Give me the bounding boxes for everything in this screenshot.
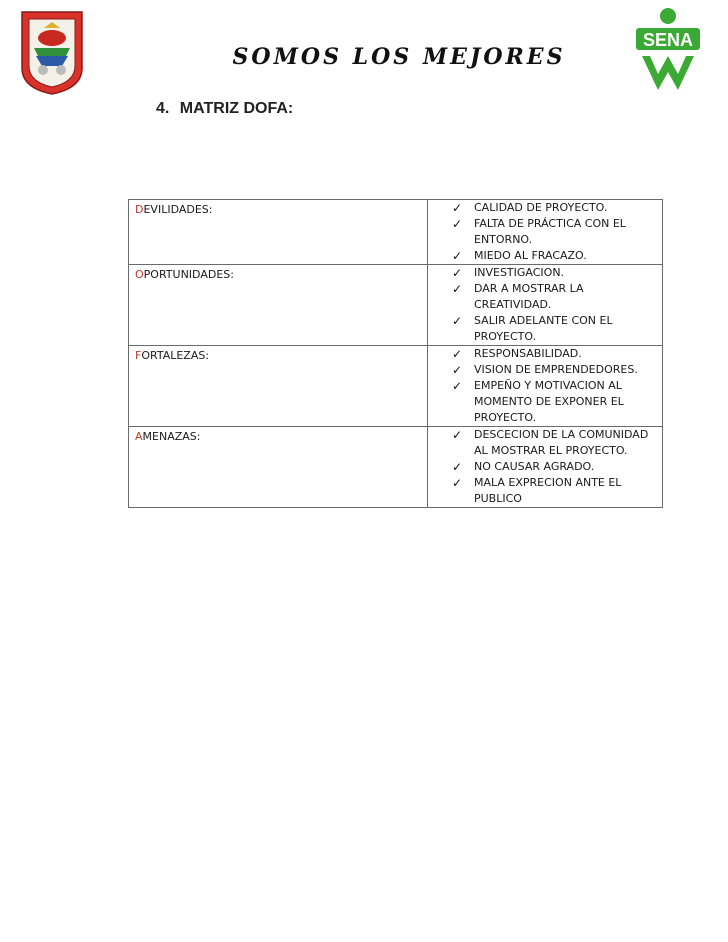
list-item-text: RESPONSABILIDAD. <box>474 347 582 360</box>
list-item-text: DAR A MOSTRAR LA CREATIVIDAD. <box>474 282 584 311</box>
list-item-text: INVESTIGACION. <box>474 266 565 279</box>
dofa-row <box>129 346 663 427</box>
check-icon: ✓ <box>452 428 463 442</box>
header-motto: SOMOS LOS MEJORES <box>232 44 566 70</box>
dofa-row <box>129 265 663 346</box>
list-item <box>452 459 658 475</box>
dofa-label-initial: O <box>135 268 144 281</box>
list-item <box>452 200 658 216</box>
check-icon: ✓ <box>452 347 463 361</box>
check-icon: ✓ <box>452 460 463 474</box>
dofa-items-cell <box>428 346 663 427</box>
dofa-row <box>129 200 663 265</box>
dofa-items-cell <box>428 265 663 346</box>
dofa-label-initial: D <box>135 203 144 216</box>
list-item <box>452 362 658 378</box>
list-item-text: CALIDAD DE PROYECTO. <box>474 201 608 214</box>
dofa-label-initial: F <box>135 349 142 362</box>
list-item <box>452 427 658 459</box>
list-item-text: MALA EXPRECION ANTE EL PUBLICO <box>474 476 622 505</box>
check-icon: ✓ <box>452 266 463 280</box>
list-item <box>452 281 658 313</box>
dofa-checklist <box>428 265 658 345</box>
list-item-text: EMPEÑO Y MOTIVACION AL MOMENTO DE EXPONER EL PROYECTO. <box>474 379 624 424</box>
list-item-text: DESCECION DE LA COMUNIDAD AL MOSTRAR EL PROYECTO. <box>474 428 649 457</box>
dofa-checklist <box>428 346 658 426</box>
dofa-label-text: EVILIDADES: <box>143 203 213 216</box>
dofa-label-cell <box>129 346 428 427</box>
list-item <box>452 475 658 507</box>
dofa-label-cell <box>129 265 428 346</box>
dofa-checklist <box>428 200 658 264</box>
dofa-label-text: PORTUNIDADES: <box>143 268 234 281</box>
list-item <box>452 313 658 345</box>
dofa-items-cell <box>428 427 663 508</box>
list-item-text: NO CAUSAR AGRADO. <box>474 460 595 473</box>
section-number: 4. <box>156 100 170 117</box>
dofa-label-cell <box>129 427 428 508</box>
check-icon: ✓ <box>452 201 463 215</box>
dofa-label-text: MENAZAS: <box>142 430 201 443</box>
list-item-text: MIEDO AL FRACAZO. <box>474 249 587 262</box>
sena-logo-text: SENA <box>642 30 694 50</box>
list-item-text: SALIR ADELANTE CON EL PROYECTO. <box>474 314 613 343</box>
list-item <box>452 378 658 426</box>
sena-logo <box>632 6 704 92</box>
section-title-text: MATRIZ DOFA: <box>179 100 294 117</box>
dofa-matrix-table <box>128 199 663 508</box>
dofa-label-initial: A <box>135 430 143 443</box>
check-icon: ✓ <box>452 282 463 296</box>
dofa-row <box>129 427 663 508</box>
dofa-label-text: ORTALEZAS: <box>141 349 210 362</box>
list-item <box>452 248 658 264</box>
check-icon: ✓ <box>452 249 463 263</box>
section-title <box>156 100 293 118</box>
check-icon: ✓ <box>452 217 463 231</box>
check-icon: ✓ <box>452 314 463 328</box>
check-icon: ✓ <box>452 476 463 490</box>
list-item <box>452 216 658 248</box>
dofa-items-cell <box>428 200 663 265</box>
check-icon: ✓ <box>452 363 463 377</box>
check-icon: ✓ <box>452 379 463 393</box>
list-item <box>452 265 658 281</box>
list-item <box>452 346 658 362</box>
dofa-label-cell <box>129 200 428 265</box>
list-item-text: FALTA DE PRÁCTICA CON EL ENTORNO. <box>474 217 626 246</box>
dofa-checklist <box>428 427 658 507</box>
list-item-text: VISION DE EMPRENDEDORES. <box>474 363 638 376</box>
